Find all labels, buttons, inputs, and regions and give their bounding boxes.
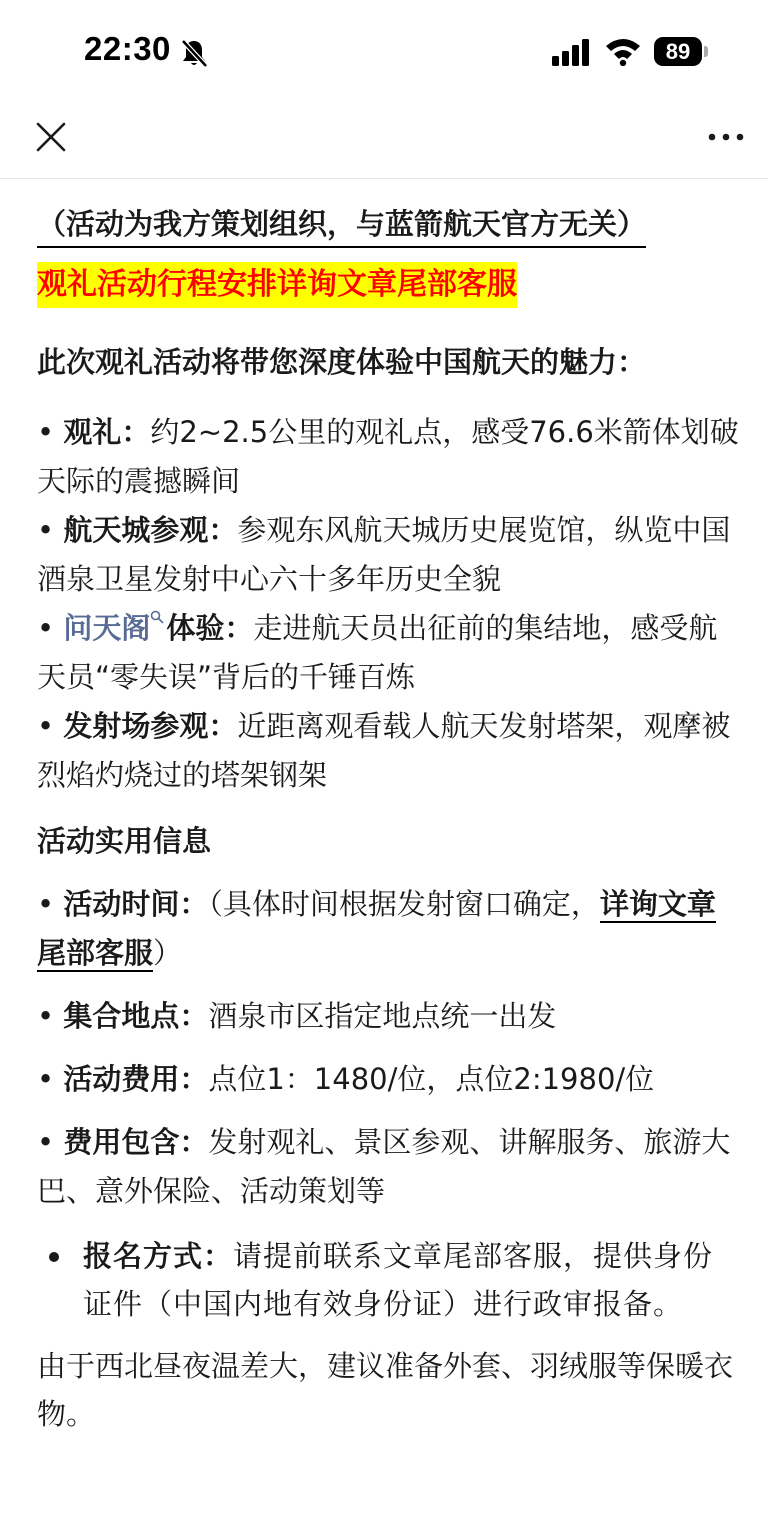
search-icon[interactable] bbox=[150, 610, 164, 624]
wifi-icon bbox=[604, 36, 642, 66]
more-icon[interactable] bbox=[706, 124, 746, 150]
item-text: 近距离观看载人航天发射塔架，观摩被烈焰灼烧过的塔架钢架 bbox=[37, 709, 731, 792]
info-item-signup bbox=[37, 1232, 743, 1328]
info-section-title: 活动实用信息 bbox=[37, 824, 212, 858]
item-label: 航天城参观： bbox=[63, 513, 238, 547]
wentiange-link[interactable]: 问天阁 bbox=[63, 611, 151, 645]
list-item-space-city: • 航天城参观：参观东风航天城历史展览馆，纵览中国酒泉卫星发射中心六十多年历史全貌 bbox=[37, 513, 731, 596]
signal-icon bbox=[552, 38, 592, 66]
closing-text: 由于西北昼夜温差大，建议准备外套、羽绒服等保暖衣物。 bbox=[37, 1349, 734, 1431]
info-item-time: • 活动时间：（具体时间根据发射窗口确定，详询文章尾部客服） bbox=[37, 887, 716, 970]
item-label: 活动时间： bbox=[63, 887, 209, 921]
battery-indicator: 89 bbox=[654, 37, 702, 66]
item-text: ） bbox=[153, 936, 183, 970]
item-label: 体验： bbox=[166, 611, 254, 645]
item-label: 集合地点： bbox=[63, 999, 209, 1033]
highlight-notice: 观礼活动行程安排详询文章尾部客服 bbox=[37, 262, 517, 308]
item-text: 发射观礼、景区参观、讲解服务、旅游大巴、意外保险、活动策划等 bbox=[37, 1125, 731, 1208]
info-item-include: • 费用包含：发射观礼、景区参观、讲解服务、旅游大巴、意外保险、活动策划等 bbox=[37, 1125, 731, 1208]
list-item-wentiange: • 问天阁 体验：走进航天员出征前的集结地，感受航天员“零失误”背后的千锤百炼 bbox=[37, 611, 718, 694]
status-bar bbox=[0, 0, 768, 100]
status-time: 22:30 bbox=[84, 30, 171, 67]
item-text: 参观东风航天城历史展览馆，纵览中国酒泉卫星发射中心六十多年历史全貌 bbox=[37, 513, 731, 596]
item-text: 酒泉市区指定地点统一出发 bbox=[208, 999, 557, 1033]
item-label: 费用包含： bbox=[63, 1125, 209, 1159]
item-label: 观礼： bbox=[63, 415, 151, 449]
item-text: 走进航天员出征前的集结地，感受航天员“零失误”背后的千锤百炼 bbox=[37, 611, 718, 694]
battery-tip bbox=[704, 46, 708, 57]
item-text: 请提前联系文章尾部客服，提供身份证件（中国内地有效身份证）进行政审报备。 bbox=[83, 1239, 714, 1321]
item-text: （具体时间根据发射窗口确定， bbox=[208, 887, 600, 921]
list-item-launch-site: • 发射场参观：近距离观看载人航天发射塔架，观摩被烈焰灼烧过的塔架钢架 bbox=[37, 709, 731, 792]
list-item-viewing: • 观礼：约2~2.5公里的观礼点，感受76.6米箭体划破天际的震撼瞬间 bbox=[37, 415, 739, 498]
bullet-dot bbox=[49, 1252, 59, 1262]
close-icon[interactable] bbox=[34, 120, 68, 154]
item-text: 点位1：1480/位，点位2:1980/位 bbox=[208, 1062, 655, 1096]
info-item-place: • 集合地点：酒泉市区指定地点统一出发 bbox=[37, 999, 557, 1033]
item-label: 发射场参观： bbox=[63, 709, 238, 743]
intro-text: 此次观礼活动将带您深度体验中国航天的魅力： bbox=[37, 345, 647, 379]
item-label: 活动费用： bbox=[63, 1062, 209, 1096]
contact-service-link[interactable]: 详询文章尾部客服 bbox=[37, 887, 716, 970]
item-label: 报名方式： bbox=[83, 1239, 234, 1273]
disclaimer-text: （活动为我方策划组织，与蓝箭航天官方无关） bbox=[37, 204, 646, 248]
item-text: 约2~2.5公里的观礼点，感受76.6米箭体划破天际的震撼瞬间 bbox=[37, 415, 739, 498]
bell-muted-icon bbox=[180, 38, 208, 68]
nav-bar bbox=[0, 100, 768, 179]
article-body bbox=[37, 196, 743, 1438]
info-item-fee: • 活动费用：点位1：1480/位，点位2:1980/位 bbox=[37, 1062, 655, 1096]
